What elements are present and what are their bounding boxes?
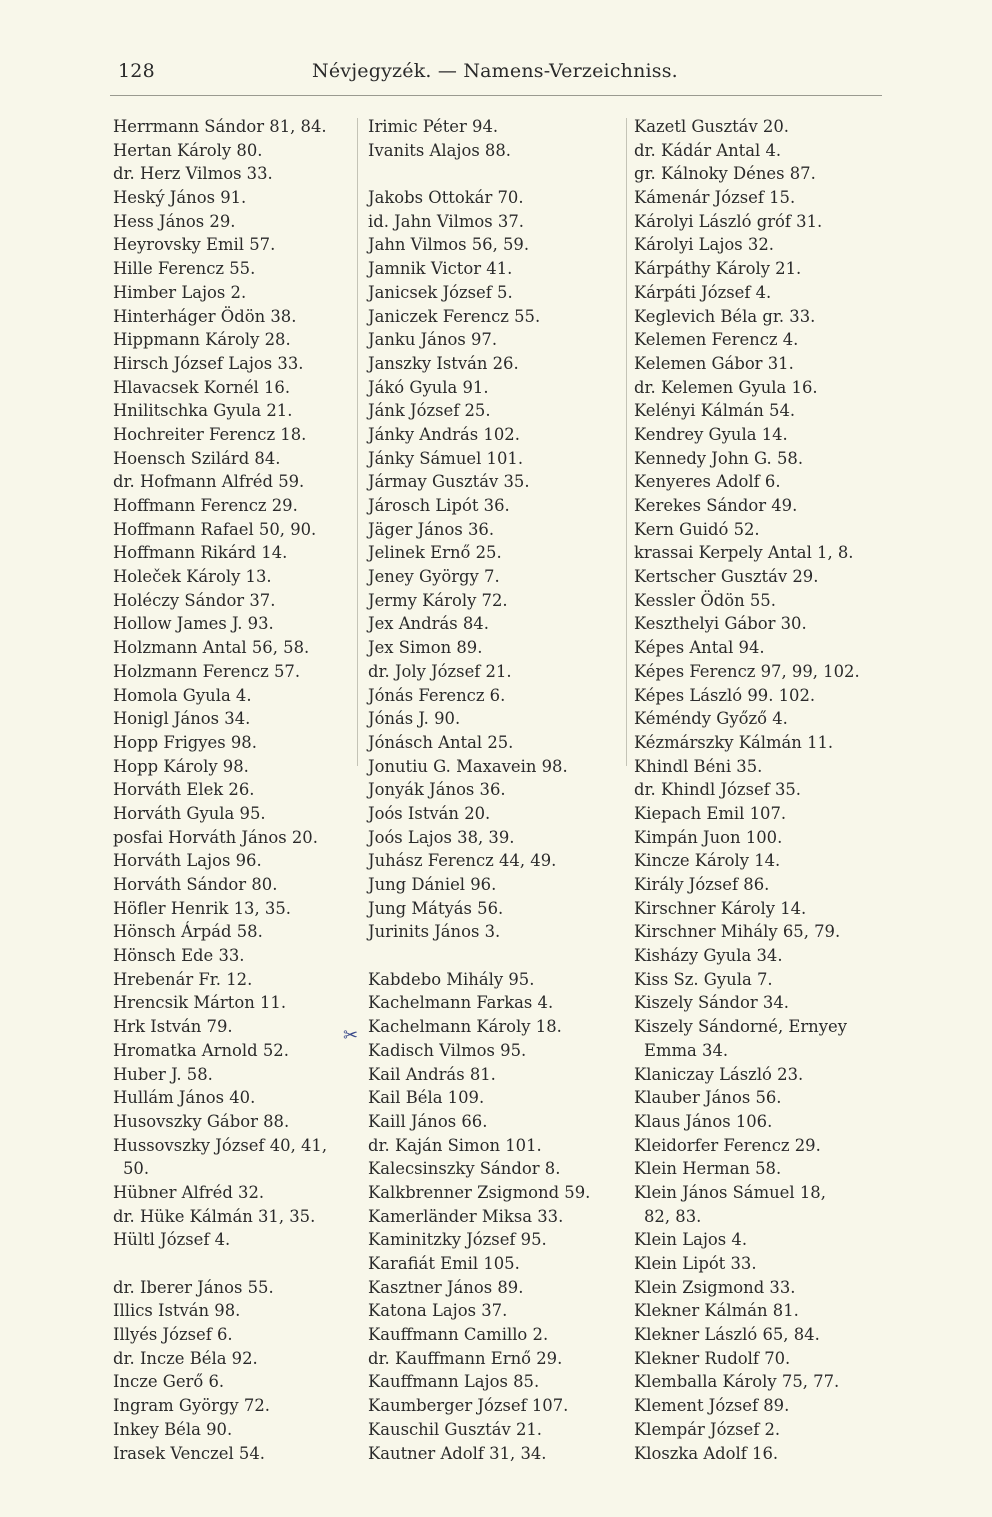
entry-line: dr. Hüke Kálmán 31, 35.: [113, 1206, 316, 1226]
entry-line: Jánk József 25.: [368, 401, 491, 421]
entry-line: Kalecsinszky Sándor 8.: [368, 1159, 561, 1179]
entry-line: Kiepach Emil 107.: [634, 803, 787, 823]
entry-line: Kéméndy Győző 4.: [634, 709, 788, 729]
entry-line: Jónás J. 90.: [368, 709, 461, 729]
entry-line: Khindl Béni 35.: [634, 756, 763, 776]
entry-line: Kessler Ödön 55.: [634, 590, 776, 610]
entry-line: Hnilitschka Gyula 21.: [113, 401, 293, 421]
entry-line: Holéczy Sándor 37.: [113, 590, 276, 610]
entry-line: Kiss Sz. Gyula 7.: [634, 969, 773, 989]
header-rule: [110, 95, 882, 96]
entry-line: dr. Incze Béla 92.: [113, 1348, 258, 1368]
entry-line: dr. Iberer János 55.: [113, 1277, 274, 1297]
entry-line: Kabdebo Mihály 95.: [368, 969, 535, 989]
entry-line: Horváth Elek 26.: [113, 780, 255, 800]
entry-line: Hullám János 40.: [113, 1088, 256, 1108]
entry-line: Járosch Lipót 36.: [368, 496, 510, 515]
entry-line: posfai Horváth János 20.: [113, 827, 318, 847]
entry-line: Hinterháger Ödön 38.: [113, 306, 297, 326]
entry-line: Janicsek József 5.: [368, 282, 513, 302]
entry-line: gr. Kálnoky Dénes 87.: [634, 164, 816, 184]
entry-line: Kámenár József 15.: [634, 188, 796, 208]
entry-line: Jermy Károly 72.: [368, 590, 508, 610]
entry-line: Hille Ferencz 55.: [113, 259, 256, 279]
entry-line: Hlavacsek Kornél 16.: [113, 377, 291, 397]
entry-line: Kirschner Károly 14.: [634, 898, 807, 918]
entry-line: Hochreiter Ferencz 18.: [113, 424, 307, 444]
entry-line: Kirschner Mihály 65, 79.: [634, 922, 841, 942]
entry-line: Hübner Alfréd 32.: [113, 1182, 265, 1202]
entry-line: Kárpáthy Károly 21.: [634, 259, 802, 279]
entry-line: Kauffmann Camillo 2.: [368, 1325, 549, 1345]
entry-line: Karafiát Emil 105.: [368, 1254, 520, 1273]
entry-line: Horváth Gyula 95.: [113, 803, 266, 823]
entry-line: 82, 83.: [644, 1206, 702, 1226]
entry-line: Irimic Péter 94.: [368, 117, 499, 136]
entry-line: Illyés József 6.: [113, 1325, 233, 1345]
entry-line: Irasek Venczel 54.: [113, 1443, 265, 1463]
entry-line: Klaniczay László 23.: [634, 1064, 804, 1084]
name-column-3: [634, 115, 884, 1465]
entry-line: Hrencsik Márton 11.: [113, 993, 287, 1013]
entry-line: Jung Dániel 96.: [368, 875, 497, 894]
entry-line: 50.: [123, 1159, 150, 1179]
entry-line: Jeney György 7.: [368, 567, 500, 587]
entry-line: Heyrovsky Emil 57.: [113, 235, 276, 255]
entry-line: Jahn Vilmos 56, 59.: [368, 235, 530, 255]
entry-line: Károlyi Lajos 32.: [634, 235, 774, 255]
entry-line: Kail András 81.: [368, 1064, 496, 1084]
entry-line: Kazetl Gusztáv 20.: [634, 117, 789, 136]
entry-line: Hippmann Károly 28.: [113, 330, 291, 350]
entry-line: Képes Antal 94.: [634, 638, 765, 658]
entry-line: Klein Herman 58.: [634, 1159, 782, 1179]
entry-line: Juhász Ferencz 44, 49.: [368, 851, 557, 871]
entry-line: Kaill János 66.: [368, 1111, 488, 1131]
entry-line: Kauschil Gusztáv 21.: [368, 1419, 543, 1439]
entry-line: Jamnik Victor 41.: [368, 259, 513, 279]
entry-line: Kalkbrenner Zsigmond 59.: [368, 1182, 591, 1202]
entry-line: Kiszely Sándorné, Ernyey: [634, 1017, 847, 1037]
entry-line: Höfler Henrik 13, 35.: [113, 898, 291, 918]
entry-line: Kisházy Gyula 34.: [634, 946, 783, 966]
entry-line: Hopp Frigyes 98.: [113, 732, 257, 752]
entry-line: Hrebenár Fr. 12.: [113, 969, 253, 989]
entry-line: Hönsch Ede 33.: [113, 946, 245, 966]
entry-line: Kennedy John G. 58.: [634, 448, 804, 468]
entry-line: Ingram György 72.: [113, 1396, 270, 1416]
entry-line: Jurinits János 3.: [368, 922, 501, 942]
entry-line: Hoffmann Rafael 50, 90.: [113, 519, 317, 539]
entry-line: Kautner Adolf 31, 34.: [368, 1443, 547, 1463]
entry-line: Incze Gerő 6.: [113, 1372, 225, 1392]
entry-line: Kadisch Vilmos 95.: [368, 1040, 527, 1060]
entry-line: Homola Gyula 4.: [113, 685, 252, 705]
entry-line: Joós István 20.: [368, 803, 491, 823]
entry-line: Klein Zsigmond 33.: [634, 1277, 796, 1297]
column-divider-1: [357, 118, 358, 766]
entry-line: Holzmann Ferencz 57.: [113, 661, 301, 681]
entry-line: dr. Kádár Antal 4.: [634, 140, 782, 160]
entry-line: [368, 162, 623, 186]
entry-line: Hoensch Szilárd 84.: [113, 448, 281, 468]
entry-line: Király József 86.: [634, 875, 770, 894]
entry-line: Kaminitzky József 95.: [368, 1230, 547, 1250]
entry-line: Hertan Károly 80.: [113, 140, 263, 160]
entry-line: [368, 944, 623, 968]
entry-line: Hönsch Árpád 58.: [113, 922, 263, 942]
entry-line: [113, 1252, 353, 1276]
entry-line: dr. Hofmann Alfréd 59.: [113, 472, 305, 492]
entry-line: Kimpán Juon 100.: [634, 827, 783, 847]
entry-line: Kertscher Gusztáv 29.: [634, 567, 819, 587]
entry-line: Himber Lajos 2.: [113, 282, 247, 302]
entry-line: Kerekes Sándor 49.: [634, 496, 798, 515]
entry-line: Kelemen Ferencz 4.: [634, 330, 799, 350]
entry-line: Klein Lajos 4.: [634, 1230, 748, 1250]
entry-line: Kamerländer Miksa 33.: [368, 1206, 564, 1226]
entry-line: Klein Lipót 33.: [634, 1254, 757, 1273]
entry-line: Honigl János 34.: [113, 709, 251, 729]
entry-line: Hoffmann Ferencz 29.: [113, 496, 298, 515]
entry-line: Kelemen Gábor 31.: [634, 353, 794, 373]
entry-line: Kachelmann Farkas 4.: [368, 993, 554, 1013]
name-column-1: [113, 115, 353, 1465]
entry-line: Hirsch József Lajos 33.: [113, 353, 304, 373]
entry-line: Heský János 91.: [113, 188, 247, 208]
entry-line: Inkey Béla 90.: [113, 1419, 233, 1439]
entry-line: Klekner Kálmán 81.: [634, 1301, 799, 1321]
entry-line: Keszthelyi Gábor 30.: [634, 614, 807, 634]
entry-line: Kasztner János 89.: [368, 1277, 524, 1297]
entry-line: Jónás Ferencz 6.: [368, 685, 506, 705]
entry-line: Kézmárszky Kálmán 11.: [634, 732, 834, 752]
entry-line: Herrmann Sándor 81, 84.: [113, 117, 327, 136]
entry-line: Kendrey Gyula 14.: [634, 424, 788, 444]
entry-line: Ivanits Alajos 88.: [368, 140, 512, 160]
page-number: 128: [118, 60, 155, 82]
entry-line: Jex András 84.: [368, 614, 489, 634]
entry-line: Kelényi Kálmán 54.: [634, 401, 796, 421]
entry-line: Keglevich Béla gr. 33.: [634, 306, 816, 326]
entry-line: Hussovszky József 40, 41,: [113, 1135, 328, 1155]
entry-line: Jonutiu G. Maxavein 98.: [368, 756, 568, 776]
entry-line: dr. Kaján Simon 101.: [368, 1135, 542, 1155]
entry-line: Hromatka Arnold 52.: [113, 1040, 289, 1060]
entry-line: Kloszka Adolf 16.: [634, 1443, 779, 1463]
entry-line: Kárpáti József 4.: [634, 282, 772, 302]
entry-line: Jonyák János 36.: [368, 780, 506, 800]
entry-line: Kail Béla 109.: [368, 1088, 485, 1108]
entry-line: Jung Mátyás 56.: [368, 898, 504, 918]
entry-line: Horváth Sándor 80.: [113, 875, 278, 894]
entry-line: Hrk István 79.: [113, 1017, 233, 1037]
entry-line: Janiczek Ferencz 55.: [368, 306, 541, 326]
entry-line: Jelinek Ernő 25.: [368, 543, 502, 563]
entry-line: Illics István 98.: [113, 1301, 241, 1321]
entry-line: Holzmann Antal 56, 58.: [113, 638, 310, 658]
margin-mark: ✂: [343, 1025, 359, 1046]
page-header: [110, 56, 880, 90]
entry-line: Hültl József 4.: [113, 1230, 231, 1250]
entry-line: dr. Joly József 21.: [368, 661, 512, 681]
entry-line: Kenyeres Adolf 6.: [634, 472, 781, 492]
entry-line: Klempár József 2.: [634, 1419, 781, 1439]
entry-line: Klein János Sámuel 18,: [634, 1182, 826, 1202]
entry-line: Kaumberger József 107.: [368, 1396, 569, 1416]
entry-line: Joós Lajos 38, 39.: [368, 827, 515, 847]
entry-line: krassai Kerpely Antal 1, 8.: [634, 543, 854, 563]
entry-line: Janku János 97.: [368, 330, 498, 350]
entry-line: Jakobs Ottokár 70.: [368, 188, 524, 208]
entry-line: dr. Khindl József 35.: [634, 780, 802, 800]
entry-line: Hess János 29.: [113, 211, 236, 231]
column-divider-2: [626, 118, 627, 766]
entry-line: Husovszky Gábor 88.: [113, 1111, 290, 1131]
entry-line: Emma 34.: [644, 1040, 729, 1060]
entry-line: Kincze Károly 14.: [634, 851, 781, 871]
entry-line: Katona Lajos 37.: [368, 1301, 508, 1321]
entry-line: Jánky Sámuel 101.: [368, 448, 524, 468]
entry-line: Hollow James J. 93.: [113, 614, 274, 634]
entry-line: Kauffmann Lajos 85.: [368, 1372, 540, 1392]
entry-line: Klauber János 56.: [634, 1088, 782, 1108]
entry-line: Kachelmann Károly 18.: [368, 1017, 562, 1037]
entry-line: Jónásch Antal 25.: [368, 732, 514, 752]
entry-line: Jäger János 36.: [368, 519, 495, 539]
entry-line: Károlyi László gróf 31.: [634, 211, 823, 231]
entry-line: Janszky István 26.: [368, 353, 519, 373]
page-title: Névjegyzék. — Namens-Verzeichniss.: [312, 60, 678, 82]
entry-line: Holeček Károly 13.: [113, 567, 272, 587]
entry-line: Jármay Gusztáv 35.: [368, 472, 530, 492]
entry-line: Huber J. 58.: [113, 1064, 213, 1084]
entry-line: Kern Guidó 52.: [634, 519, 760, 539]
entry-line: dr. Kauffmann Ernő 29.: [368, 1348, 563, 1368]
entry-line: Kleidorfer Ferencz 29.: [634, 1135, 821, 1155]
entry-line: Képes László 99. 102.: [634, 685, 816, 705]
entry-line: id. Jahn Vilmos 37.: [368, 211, 524, 231]
entry-line: Klaus János 106.: [634, 1111, 773, 1131]
entry-line: Jex Simon 89.: [368, 638, 483, 658]
entry-line: Klement József 89.: [634, 1396, 790, 1416]
entry-line: Klekner Rudolf 70.: [634, 1348, 791, 1368]
entry-line: dr. Kelemen Gyula 16.: [634, 377, 818, 397]
entry-line: Képes Ferencz 97, 99, 102.: [634, 661, 860, 681]
entry-line: Horváth Lajos 96.: [113, 851, 262, 871]
entry-line: Kiszely Sándor 34.: [634, 993, 789, 1013]
entry-line: Jákó Gyula 91.: [368, 377, 489, 397]
entry-line: Hopp Károly 98.: [113, 756, 249, 776]
entry-line: Klemballa Károly 75, 77.: [634, 1372, 840, 1392]
name-column-2: [368, 115, 623, 1465]
entry-line: Hoffmann Rikárd 14.: [113, 543, 288, 563]
entry-line: Klekner László 65, 84.: [634, 1325, 820, 1345]
entry-line: dr. Herz Vilmos 33.: [113, 164, 273, 184]
entry-line: Jánky András 102.: [368, 424, 520, 444]
